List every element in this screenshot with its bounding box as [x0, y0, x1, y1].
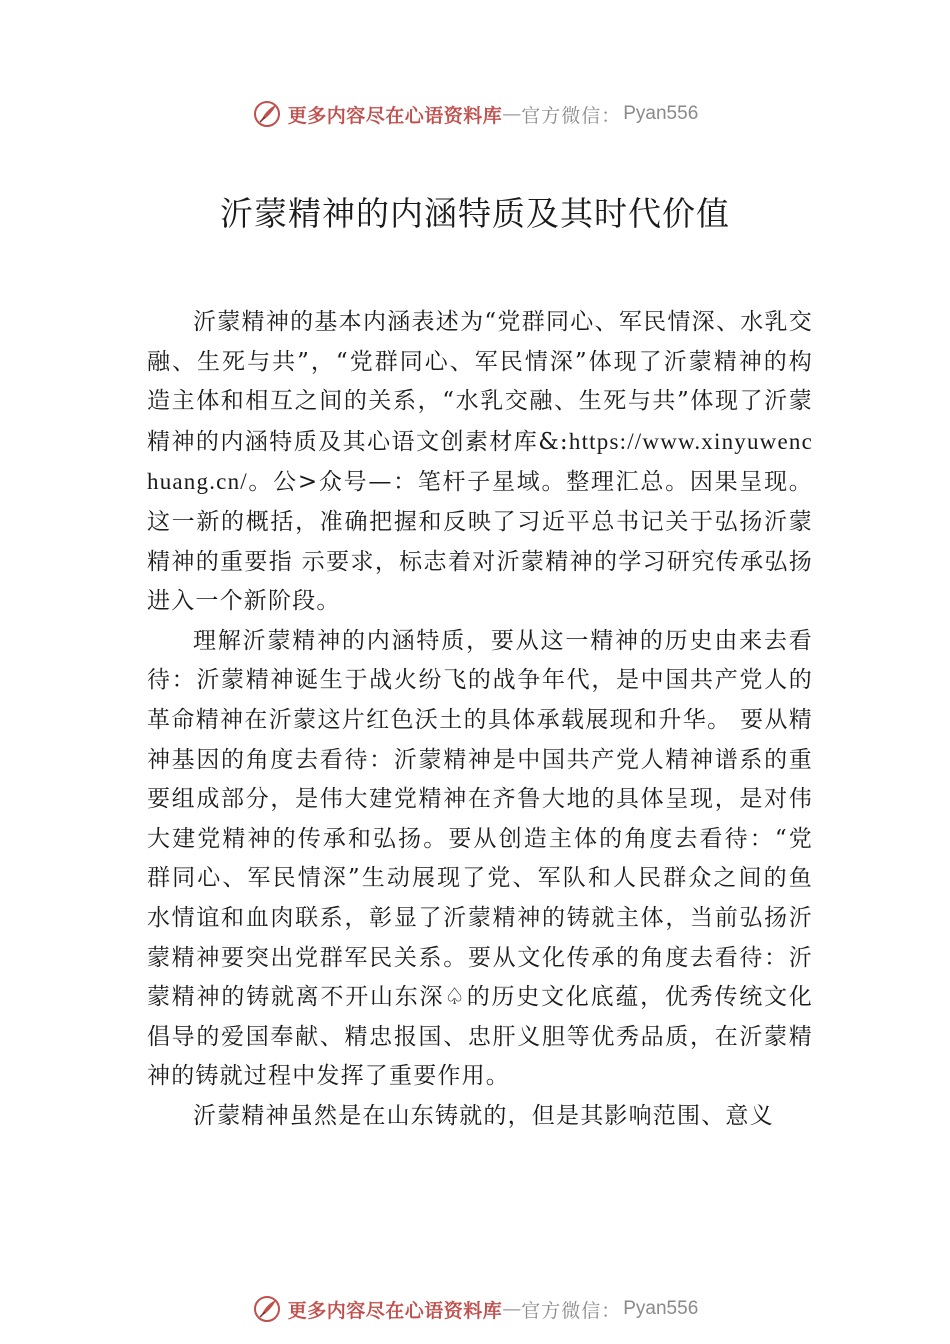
banner-dash: — [502, 103, 522, 125]
document-body [147, 303, 813, 1136]
paragraph-2: 理解沂蒙精神的内涵特质，要从这一精神的历史由来去看待：沂蒙精神诞生于战火纷飞的战争年代，是中国共产党人的革命精神在沂蒙这片红色沃土的具体承载展现和升华。 要从精神基因的角度去看待：沂蒙精神是中国共产党人精神谱系的重要组成部分，是伟大建党精神在齐鲁大地的具体呈现，是对伟大建党精神的传承和弘扬。要从创造主体的角度去看待：“党群同心、军民情深”生动展现了党、军队和人民群众之间的鱼水情谊和血肉联系，彰显了沂蒙精神的铸就主体，当前弘扬沂蒙精神要突出党群军民关系。要从文化传承的角度去看待：沂蒙精神的铸就离不开山东深♤的历史文化底蕴，优秀传统文化倡导的爱国奉献、精忠报国、忠肝义胆等优秀品质，在沂蒙精神的铸就过程中发挥了重要作用。 [147, 627, 813, 1090]
quill-pen-icon [252, 1294, 282, 1324]
quill-pen-icon [252, 99, 282, 129]
footer-watermark-banner [0, 1289, 950, 1329]
paragraph-1-text-continued: 。公>众号—：笔杆子星域。整理汇总。因果呈现。这一新的概括，准确把握和反映了习近平总书记关于弘扬沂蒙精神的重要指 示要求，标志着对沂蒙精神的学习研究传承弘扬进入一个新阶段。 [147, 469, 813, 615]
banner-wechat-label: 官方微信： [521, 1299, 622, 1322]
header-watermark-banner [0, 94, 950, 134]
banner-wechat-id: Pyan556 [623, 103, 699, 124]
paragraph-1 [147, 303, 813, 622]
banner-wechat-label: 官方微信： [521, 104, 622, 127]
source-url-text: https://www.xinyuwenchuang.cn/ [147, 428, 813, 495]
banner-wechat-id: Pyan556 [623, 1298, 699, 1319]
banner-main-text: 更多内容尽在心语资料库 [287, 104, 503, 127]
paragraph-1-text: 沂蒙精神的基本内涵表述为“党群同心、军民情深、水乳交融、生死与共”，“党群同心、军民情深”体现了沂蒙精神的构造主体和相互之间的关系，“水乳交融、生死与共”体现了沂蒙精神的内涵特质及其心语文创素材库&: [147, 309, 813, 455]
paragraph-3: 沂蒙精神虽然是在山东铸就的，但是其影响范围、意义 [193, 1102, 774, 1129]
document-title: 沂蒙精神的内涵特质及其时代价值 [220, 194, 730, 233]
banner-main-text: 更多内容尽在心语资料库 [287, 1299, 503, 1322]
banner-dash: — [502, 1298, 522, 1320]
